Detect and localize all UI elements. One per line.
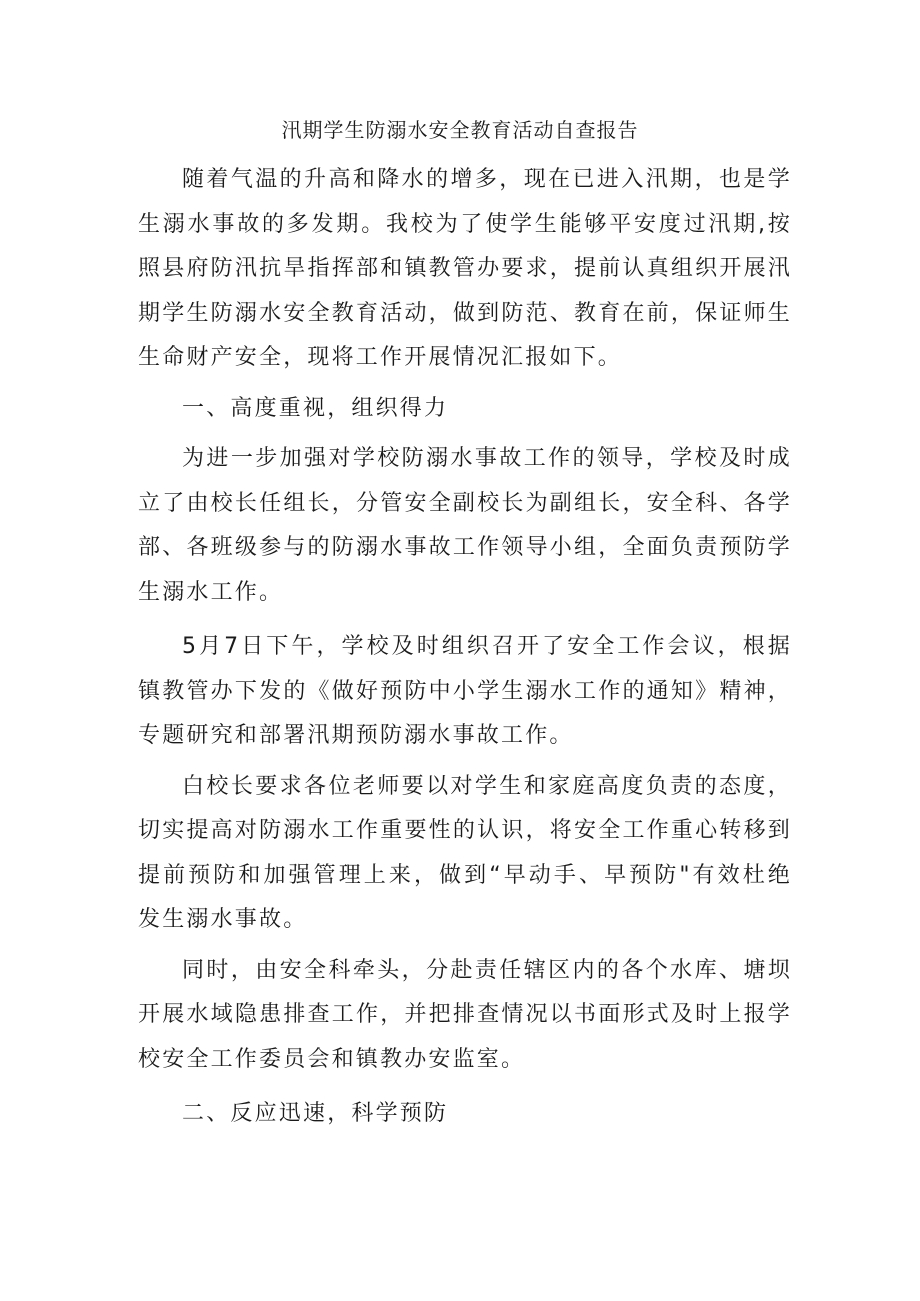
section-2-heading: 二、反应迅速，科学预防 (182, 1101, 449, 1126)
section-1-paragraph-2: 5月7日下午，学校及时组织召开了安全工作会议，根据镇教管办下发的《做好预防中小学生溺水工作的通知》精神，专题研究和部署汛期预防溺水事故工作。 (138, 634, 792, 748)
section-1-heading: 一、高度重视，组织得力 (182, 395, 449, 421)
document-title: 汛期学生防溺水安全教育活动自查报告 (281, 118, 639, 142)
section-1-paragraph-4: 同时，由安全科牵头，分赴责任辖区内的各个水库、塘坝开展水域隐患排查工作，并把排查情况以书面形式及时上报学校安全工作委员会和镇教办安监室。 (138, 957, 792, 1072)
intro-paragraph: 随着气温的升高和降水的增多，现在已进入汛期，也是学生溺水事故的多发期。我校为了使学生能够平安度过汛期,按照县府防汛抗旱指挥部和镇教管办要求，提前认真组织开展汛期学生防溺水安全教育活动，做到防范、教育在前，保证师生生命财产安全，现将工作开展情况汇报如下。 (138, 167, 792, 370)
document-body (138, 158, 792, 1137)
section-1-paragraph-1: 为进一步加强对学校防溺水事故工作的领导，学校及时成立了由校长任组长，分管安全副校长为副组长，安全科、各学部、各班级参与的防溺水事故工作领导小组，全面负责预防学生溺水工作。 (138, 446, 792, 605)
section-1-paragraph-3: 白校长要求各位老师要以对学生和家庭高度负责的态度，切实提高对防溺水工作重要性的认识，将安全工作重心转移到提前预防和加强管理上来，做到“早动手、早预防"有效杜绝发生溺水事故。 (138, 773, 792, 932)
